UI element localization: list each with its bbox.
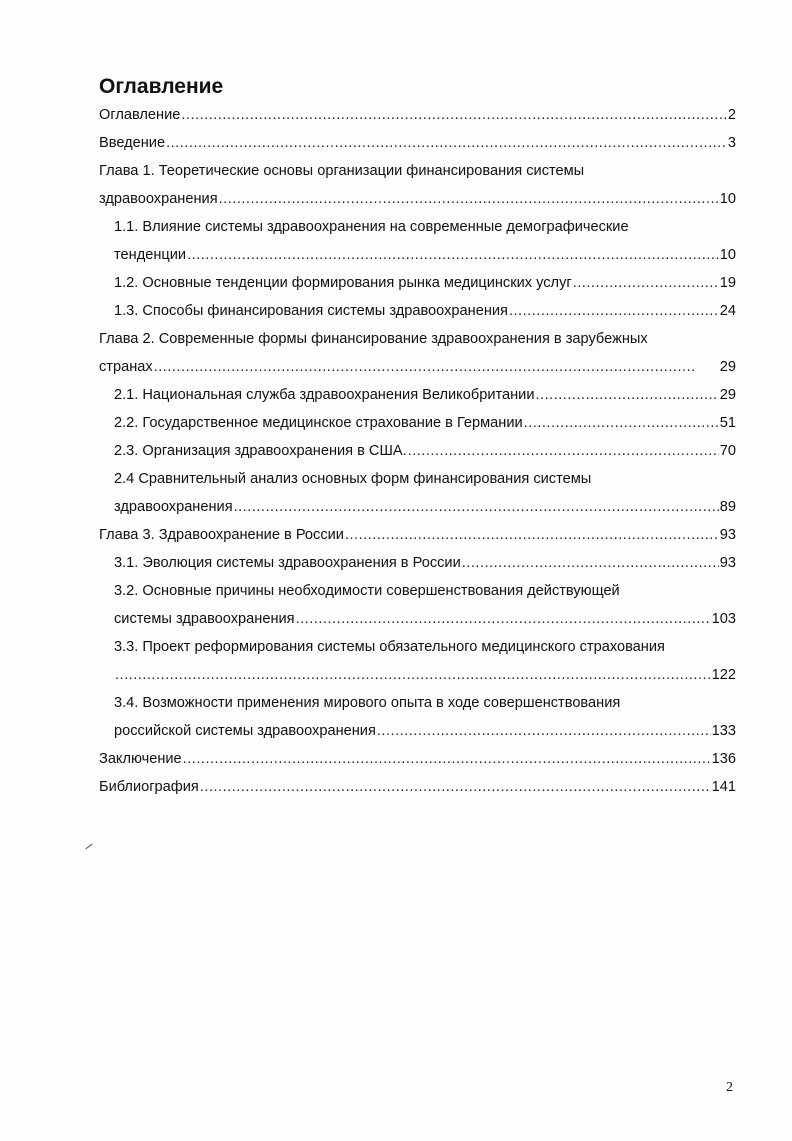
toc-entry: [99, 549, 736, 577]
toc-entry-text: 3.2. Основные причины необходимости совершенствования действующей: [114, 583, 620, 599]
toc-entry-page: 89: [719, 499, 736, 515]
toc-entry-text: странах: [99, 359, 153, 375]
toc-entry-page: 141: [711, 779, 736, 795]
toc-entry: [99, 101, 736, 129]
toc-leader-dots: [166, 129, 727, 157]
toc-leader-dots: [345, 521, 719, 549]
toc-leader-dots: [187, 241, 719, 269]
toc-entry: [99, 661, 736, 689]
toc-entry-text: 1.1. Влияние системы здравоохранения на современные демографические: [114, 219, 629, 235]
toc-entry-text: 2.2. Государственное медицинское страхование в Германии: [114, 415, 523, 431]
toc-entry-page: 24: [719, 303, 736, 319]
toc-entry-page: 103: [711, 611, 736, 627]
toc-entry-text: системы здравоохранения: [114, 611, 295, 627]
toc-entry: [99, 717, 736, 745]
toc-entry-page: 3: [727, 135, 736, 151]
toc-entry-heading-line: [99, 633, 736, 661]
toc-entry-page: 19: [719, 275, 736, 291]
toc-entry: [99, 521, 736, 549]
toc-entry-text: Глава 3. Здравоохранение в России: [99, 527, 344, 543]
toc-entry-page: 122: [711, 667, 736, 683]
toc-entry-text: 2.3. Организация здравоохранения в США.: [114, 443, 407, 459]
toc-entry: [99, 129, 736, 157]
toc-entry-text: Введение: [99, 135, 166, 151]
toc-entry-page: 29: [719, 359, 736, 375]
toc-entry-page: 133: [711, 723, 736, 739]
toc-entry-page: 2: [727, 107, 736, 123]
toc-entry: [99, 185, 736, 213]
toc-entry-text: Глава 1. Теоретические основы организации финансирования системы: [99, 163, 585, 179]
toc-entry-page: 93: [719, 527, 736, 543]
toc-entry-text: 2.1. Национальная служба здравоохранения Великобритании: [114, 387, 535, 403]
toc-leader-dots: [200, 773, 711, 801]
toc-leader-dots: [115, 661, 711, 689]
toc-entry-heading-line: [99, 213, 736, 241]
toc-entry-text: 1.2. Основные тенденции формирования рынка медицинских услуг: [114, 275, 572, 291]
toc-entry-heading-line: [99, 325, 736, 353]
toc-entry: [99, 409, 736, 437]
toc-leader-dots: [377, 717, 711, 745]
toc-entry-text: 3.1. Эволюция системы здравоохранения в России: [114, 555, 461, 571]
toc-leader-dots: [296, 605, 711, 633]
toc-leader-dots: [509, 297, 719, 325]
toc-leader-dots: [535, 381, 718, 409]
toc-entry-text: здравоохранения: [114, 499, 233, 515]
toc-entry-text: 3.3. Проект реформирования системы обязательного медицинского страхования: [114, 639, 665, 655]
table-of-contents: [99, 101, 736, 801]
toc-entry-text: Глава 2. Современные формы финансирование здравоохранения в зарубежных: [99, 331, 648, 347]
toc-entry-page: 70: [719, 443, 736, 459]
toc-entry: [99, 773, 736, 801]
toc-entry-heading-line: [99, 465, 736, 493]
page-number: 2: [726, 1080, 733, 1095]
toc-entry-page: 10: [719, 247, 736, 263]
toc-entry-heading-line: [99, 689, 736, 717]
toc-leader-dots: [219, 185, 719, 213]
toc-entry-text: Оглавление: [99, 107, 181, 123]
toc-leader-dots: [234, 493, 719, 521]
toc-entry-page: 29: [719, 387, 736, 403]
toc-entry: [99, 353, 736, 381]
toc-entry: [99, 605, 736, 633]
toc-leader-dots: [462, 549, 719, 577]
toc-entry: [99, 493, 736, 521]
toc-entry-text: здравоохранения: [99, 191, 218, 207]
toc-entry-text: российской системы здравоохранения: [114, 723, 376, 739]
toc-entry-text: 2.4 Сравнительный анализ основных форм финансирования системы: [114, 471, 592, 487]
toc-entry-text: Библиография: [99, 779, 199, 795]
toc-entry: [99, 297, 736, 325]
toc-entry-heading-line: [99, 157, 736, 185]
toc-entry-heading-line: [99, 577, 736, 605]
toc-entry-text: 1.3. Способы финансирования системы здравоохранения: [114, 303, 508, 319]
toc-leader-dots: [524, 409, 719, 437]
toc-entry-page: 136: [711, 751, 736, 767]
toc-leader-dots: [154, 353, 695, 381]
toc-leader-dots: [408, 437, 719, 465]
toc-entry-text: тенденции: [114, 247, 187, 263]
toc-title: Оглавление: [99, 75, 224, 98]
toc-entry: [99, 745, 736, 773]
toc-leader-dots: [573, 269, 719, 297]
toc-leader-dots: [181, 101, 727, 129]
scan-mark: [85, 844, 92, 849]
toc-entry-page: 10: [719, 191, 736, 207]
toc-entry-page: 51: [719, 415, 736, 431]
toc-entry-page: 93: [719, 555, 736, 571]
toc-entry: [99, 381, 736, 409]
toc-entry: [99, 241, 736, 269]
toc-leader-dots: [183, 745, 711, 773]
toc-entry: [99, 437, 736, 465]
toc-entry-text: 3.4. Возможности применения мирового опыта в ходе совершенствования: [114, 695, 621, 711]
toc-entry-text: Заключение: [99, 751, 182, 767]
toc-entry: [99, 269, 736, 297]
